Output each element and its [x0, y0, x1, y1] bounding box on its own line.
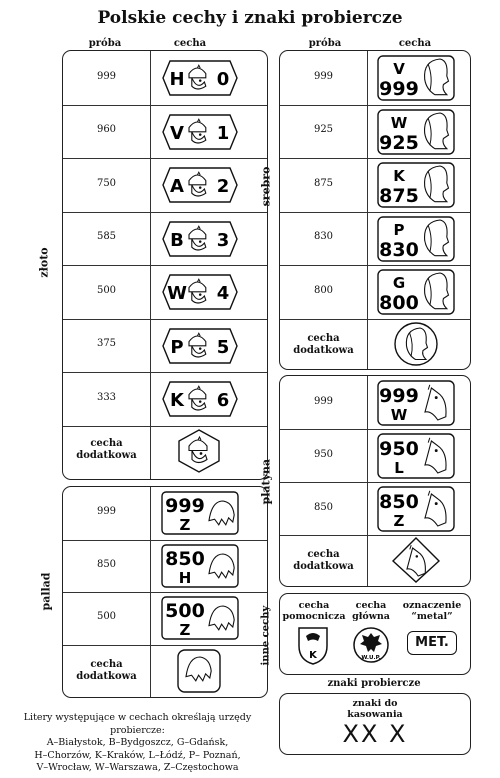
srebro-hallmark: [377, 162, 455, 208]
kasowania-panel: [279, 693, 471, 755]
srebro-hallmark: [377, 109, 455, 155]
zloto-panel: [62, 50, 268, 480]
srebro-dodatkowa-label: cecha dodatkowa: [293, 332, 354, 356]
pallad-hallmark: [161, 491, 239, 535]
zloto-proba-value: 333: [96, 391, 117, 403]
platyna-hallmark-number: 950: [379, 438, 419, 460]
platyna-hallmark-letter: Z: [393, 512, 405, 530]
srebro-proba-value: 800: [313, 284, 334, 296]
pallad-hallmark-letter: H: [178, 568, 192, 587]
zloto-hallmark-number: 6: [216, 390, 230, 411]
kasowania-marks: XX X: [342, 720, 408, 748]
zloto-proba-value: 960: [96, 124, 117, 136]
glowna-wup-text: W.U.P.: [361, 655, 381, 661]
zloto-row-divider: [63, 319, 267, 320]
srebro-row-divider: [280, 105, 470, 106]
pallad-dodatkowa-label: cecha dodatkowa: [76, 658, 137, 682]
zloto-hallmark-number: 5: [216, 336, 230, 358]
srebro-hallmark-number: 800: [379, 292, 419, 314]
srebro-hallmark-number: 875: [379, 185, 419, 207]
pallad-panel: [62, 486, 268, 698]
legend-text: Litery występujące w cechach określają urzędy probiercze: A–Białystok, B–Bydgoszcz, G–Gdańsk, H–Chorzów, K–Kraków, L–Łódź, P– Poznań, V–Wrocław, W–Warszawa, Z–Częstochowa: [23, 712, 252, 773]
zloto-hallmark: [162, 113, 238, 151]
pallad-row-divider: [63, 592, 267, 593]
zloto-proba-value: 585: [96, 231, 117, 243]
srebro-hallmark: [377, 216, 455, 262]
zloto-hallmark-letter: K: [170, 390, 184, 411]
zloto-hallmark: [162, 59, 238, 97]
srebro-proba-value: 875: [313, 177, 334, 189]
zloto-row-divider: [63, 372, 267, 373]
zloto-hallmark-number: 4: [216, 283, 230, 304]
zloto-hallmark-letter: V: [170, 122, 184, 144]
glowna-label: cecha główna: [352, 600, 390, 622]
srebro-dodatkowa-mark: [393, 321, 439, 367]
platyna-hallmark-number: 850: [379, 491, 419, 513]
srebro-hallmark-number: 925: [379, 131, 419, 154]
platyna-row-divider: [280, 429, 470, 430]
zloto-hallmark-number: 1: [216, 122, 230, 144]
platyna-hallmark-letter: L: [394, 459, 404, 477]
platyna-dodatkowa-mark: [391, 536, 441, 584]
zloto-hallmark-number: 0: [216, 69, 230, 90]
srebro-hallmark-letter: W: [390, 113, 408, 132]
pallad-proba-value: 850: [96, 558, 117, 570]
srebro-hallmark-letter: K: [393, 167, 405, 185]
pallad-proba-value: 999: [96, 506, 117, 518]
srebro-row-divider: [280, 319, 470, 320]
zloto-hallmark: [162, 327, 238, 365]
platyna-hallmark-letter: W: [390, 406, 408, 424]
zloto-hallmark-letter: B: [170, 229, 184, 251]
srebro-hallmark-number: 830: [379, 238, 419, 261]
pomocnicza-k-letter: K: [309, 650, 317, 661]
platyna-proba-value: 999: [313, 395, 334, 407]
column-header-proba-right: próba: [308, 38, 342, 49]
srebro-hallmark-letter: G: [392, 274, 406, 292]
met-mark: MET.: [407, 631, 457, 655]
section-label-platyna: platyna: [259, 458, 273, 505]
zloto-hallmark-number: 3: [216, 229, 230, 251]
zloto-proba-value: 999: [96, 70, 117, 82]
section-label-zloto: złoto: [37, 247, 51, 278]
oznaczenie-label: oznaczenie “metal”: [402, 600, 462, 622]
pallad-dodatkowa-mark: [176, 648, 222, 694]
section-label-inne: inne cechy: [260, 605, 272, 666]
srebro-row-divider: [280, 158, 470, 159]
srebro-hallmark: [377, 55, 455, 101]
inne-cechy-panel: [279, 593, 471, 675]
srebro-row-divider: [280, 265, 470, 266]
srebro-row-divider: [280, 212, 470, 213]
page-title: Polskie cechy i znaki probiercze: [97, 8, 403, 28]
zloto-row-divider: [63, 158, 267, 159]
zloto-hallmark-letter: A: [170, 176, 184, 197]
pallad-hallmark-number: 999: [165, 495, 205, 517]
zloto-row-divider: [63, 426, 267, 427]
zloto-proba-value: 375: [96, 338, 117, 350]
zloto-proba-value: 500: [96, 284, 117, 296]
srebro-hallmark: [377, 269, 455, 315]
pallad-hallmark: [161, 544, 239, 588]
srebro-proba-value: 925: [313, 124, 334, 136]
zloto-hallmark: [162, 273, 238, 311]
srebro-proba-value: 999: [313, 70, 334, 82]
pallad-row-divider: [63, 645, 267, 646]
pallad-hallmark-letter: Z: [179, 516, 191, 534]
platyna-proba-value: 850: [313, 501, 334, 513]
zloto-hallmark-letter: H: [169, 69, 185, 90]
pomocnicza-label: cecha pomocnicza: [282, 600, 346, 622]
zloto-hallmark: [162, 220, 238, 258]
zloto-hallmark-letter: P: [170, 336, 184, 358]
section-label-srebro: srebro: [259, 166, 273, 207]
platyna-hallmark: [377, 380, 455, 426]
zloto-hallmark-letter: W: [167, 283, 187, 304]
zloto-row-divider: [63, 105, 267, 106]
znaki-probiercze-label: znaki probiercze: [327, 678, 421, 689]
pallad-hallmark-letter: Z: [179, 621, 191, 639]
platyna-proba-value: 950: [313, 448, 334, 460]
pomocnicza-shield-mark: [297, 626, 329, 666]
kasowania-label: znaki do kasowania: [347, 698, 403, 720]
column-header-cecha-right: cecha: [398, 38, 432, 49]
platyna-panel: [279, 375, 471, 587]
pallad-hallmark-number: 850: [165, 547, 205, 570]
zloto-hallmark-number: 2: [216, 176, 230, 197]
pallad-row-divider: [63, 540, 267, 541]
column-header-proba: próba: [88, 38, 122, 49]
platyna-hallmark: [377, 486, 455, 532]
platyna-dodatkowa-label: cecha dodatkowa: [293, 549, 354, 572]
zloto-dodatkowa-label: cecha dodatkowa: [76, 437, 137, 461]
platyna-row-divider: [280, 482, 470, 483]
zloto-proba-value: 750: [96, 177, 117, 189]
pallad-hallmark-number: 500: [165, 600, 205, 622]
srebro-hallmark-letter: P: [393, 220, 405, 239]
platyna-row-divider: [280, 535, 470, 536]
srebro-hallmark-letter: V: [393, 60, 405, 78]
pallad-hallmark: [161, 596, 239, 640]
srebro-hallmark-number: 999: [379, 78, 419, 100]
column-header-cecha: cecha: [173, 38, 207, 49]
zloto-hallmark: [162, 166, 238, 204]
section-label-pallad: pallad: [39, 572, 53, 611]
zloto-row-divider: [63, 212, 267, 213]
srebro-panel: [279, 50, 471, 370]
pallad-proba-value: 500: [96, 611, 117, 623]
platyna-hallmark: [377, 433, 455, 479]
zloto-row-divider: [63, 265, 267, 266]
zloto-hallmark: [162, 380, 238, 418]
srebro-proba-value: 830: [313, 231, 334, 243]
zloto-dodatkowa-mark: [176, 428, 222, 474]
glowna-eagle-mark: [352, 624, 390, 666]
platyna-hallmark-number: 999: [379, 385, 419, 407]
